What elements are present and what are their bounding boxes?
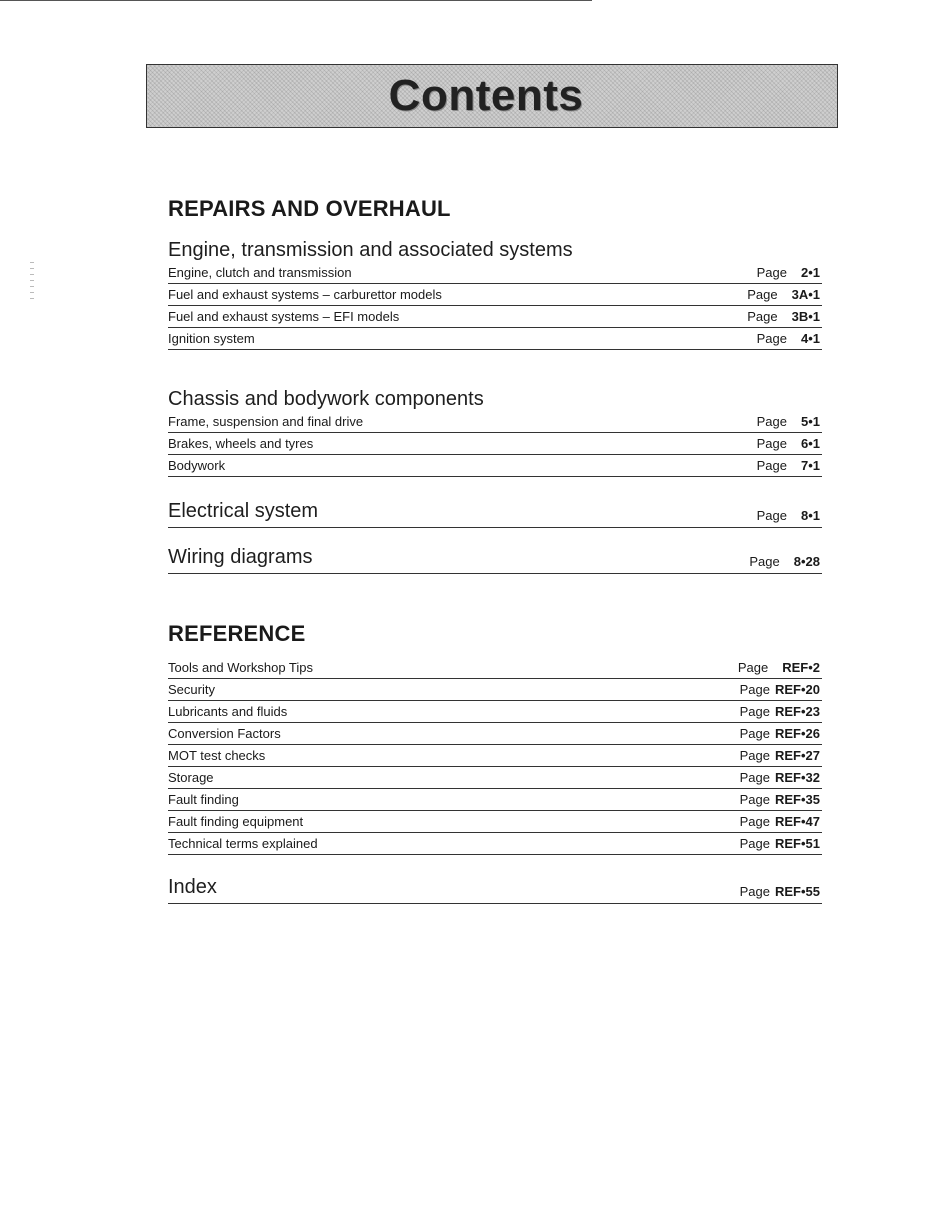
toc-row[interactable] <box>168 723 822 745</box>
page-ref <box>740 792 820 807</box>
toc-item-label: Lubricants and fluids <box>168 704 288 719</box>
toc-item-label: Engine, clutch and transmission <box>168 265 352 280</box>
page-number: REF•55 <box>774 884 820 899</box>
page-word: Page <box>739 748 770 763</box>
page-number: REF•26 <box>774 726 820 741</box>
toc-item-label: Technical terms explained <box>168 836 318 851</box>
page-ref <box>747 287 820 302</box>
toc-row[interactable] <box>168 328 822 350</box>
page-word: Page <box>739 704 770 719</box>
toc-item-label: Brakes, wheels and tyres <box>168 436 314 451</box>
toc-row[interactable] <box>168 811 822 833</box>
page-ref <box>757 414 820 429</box>
toc-item-label: Fuel and exhaust systems – carburettor models <box>168 287 442 302</box>
page-number: REF•2 <box>782 660 820 675</box>
page-number: 8•28 <box>793 554 820 569</box>
toc-row[interactable] <box>168 433 822 455</box>
page-number: 3A•1 <box>791 287 820 302</box>
page-ref <box>757 331 820 346</box>
toc-item-label: Wiring diagrams <box>168 546 313 568</box>
toc-item-label: Fuel and exhaust systems – EFI models <box>168 309 400 324</box>
toc-row[interactable] <box>168 306 822 328</box>
page-number: 5•1 <box>800 414 820 429</box>
toc-item-label: Fault finding <box>168 792 239 807</box>
page-word: Page <box>739 792 770 807</box>
page-ref <box>740 884 820 899</box>
toc-row[interactable] <box>168 657 822 679</box>
page-ref <box>740 726 820 741</box>
toc-row-index[interactable] <box>168 874 822 904</box>
group-heading-engine: Engine, transmission and associated systems <box>168 239 573 261</box>
page-number: 7•1 <box>800 458 820 473</box>
toc-row[interactable] <box>168 833 822 855</box>
toc-item-label: Bodywork <box>168 458 226 473</box>
toc-item-label: Security <box>168 682 215 697</box>
page-word: Page <box>739 814 770 829</box>
page-word: Page <box>739 884 770 899</box>
toc-row[interactable] <box>168 745 822 767</box>
page-word: Page <box>737 660 769 675</box>
page-word: Page <box>749 554 780 569</box>
page-number: REF•35 <box>774 792 820 807</box>
page-number: REF•27 <box>774 748 820 763</box>
toc-row[interactable] <box>168 411 822 433</box>
page-word: Page <box>756 508 787 523</box>
page-number: 4•1 <box>800 331 820 346</box>
page-number: 8•1 <box>800 508 820 523</box>
toc-item-label: Fault finding equipment <box>168 814 304 829</box>
toc-item-label: Conversion Factors <box>168 726 281 741</box>
page-number: 2•1 <box>800 265 820 280</box>
page-ref <box>740 682 820 697</box>
page-word: Page <box>739 726 770 741</box>
contents-header-band <box>146 64 838 128</box>
page-number: REF•51 <box>774 836 820 851</box>
toc-row[interactable] <box>168 789 822 811</box>
page-ref <box>740 814 820 829</box>
page-word: Page <box>756 331 787 346</box>
page-word: Page <box>747 309 778 324</box>
page-word: Page <box>747 287 778 302</box>
page-number: REF•32 <box>774 770 820 785</box>
page-ref <box>740 836 820 851</box>
page-title: Contents <box>388 71 584 120</box>
group-heading-chassis: Chassis and bodywork components <box>168 388 484 410</box>
toc-item-label: Frame, suspension and final drive <box>168 414 364 429</box>
page-word: Page <box>739 770 770 785</box>
scan-edge-line <box>0 0 592 1</box>
toc-list-reference <box>168 657 822 855</box>
section-heading-reference: REFERENCE <box>168 621 306 646</box>
page-ref <box>749 554 820 569</box>
toc-row-wiring[interactable] <box>168 544 822 574</box>
toc-item-label: MOT test checks <box>168 748 266 763</box>
toc-row[interactable] <box>168 701 822 723</box>
toc-row[interactable] <box>168 679 822 701</box>
page-ref <box>747 309 820 324</box>
toc-row[interactable] <box>168 284 822 306</box>
margin-marks <box>30 262 34 302</box>
page-word: Page <box>739 682 770 697</box>
page-ref <box>740 770 820 785</box>
page-ref <box>757 436 820 451</box>
page-number: REF•20 <box>774 682 820 697</box>
page-ref <box>757 458 820 473</box>
toc-item-label: Storage <box>168 770 214 785</box>
page-number: REF•47 <box>774 814 820 829</box>
page-number: 3B•1 <box>791 309 820 324</box>
page-ref <box>757 508 820 523</box>
toc-item-label: Electrical system <box>168 500 319 522</box>
page-ref <box>740 704 820 719</box>
toc-row-electrical[interactable] <box>168 498 822 528</box>
page-word: Page <box>756 414 787 429</box>
page-number: REF•23 <box>774 704 820 719</box>
page-word: Page <box>739 836 770 851</box>
page-ref <box>740 748 820 763</box>
section-heading-repairs: REPAIRS AND OVERHAUL <box>168 196 451 221</box>
toc-item-label: Ignition system <box>168 331 255 346</box>
toc-row[interactable] <box>168 767 822 789</box>
toc-item-label: Index <box>168 876 217 898</box>
toc-row[interactable] <box>168 455 822 477</box>
toc-row[interactable] <box>168 262 822 284</box>
page-ref <box>757 265 820 280</box>
toc-item-label: Tools and Workshop Tips <box>168 660 313 675</box>
toc-list-engine <box>168 262 822 350</box>
page-word: Page <box>756 436 787 451</box>
page-ref <box>738 660 820 675</box>
page-word: Page <box>756 458 787 473</box>
page-word: Page <box>756 265 787 280</box>
page-number: 6•1 <box>800 436 820 451</box>
toc-list-chassis <box>168 411 822 477</box>
